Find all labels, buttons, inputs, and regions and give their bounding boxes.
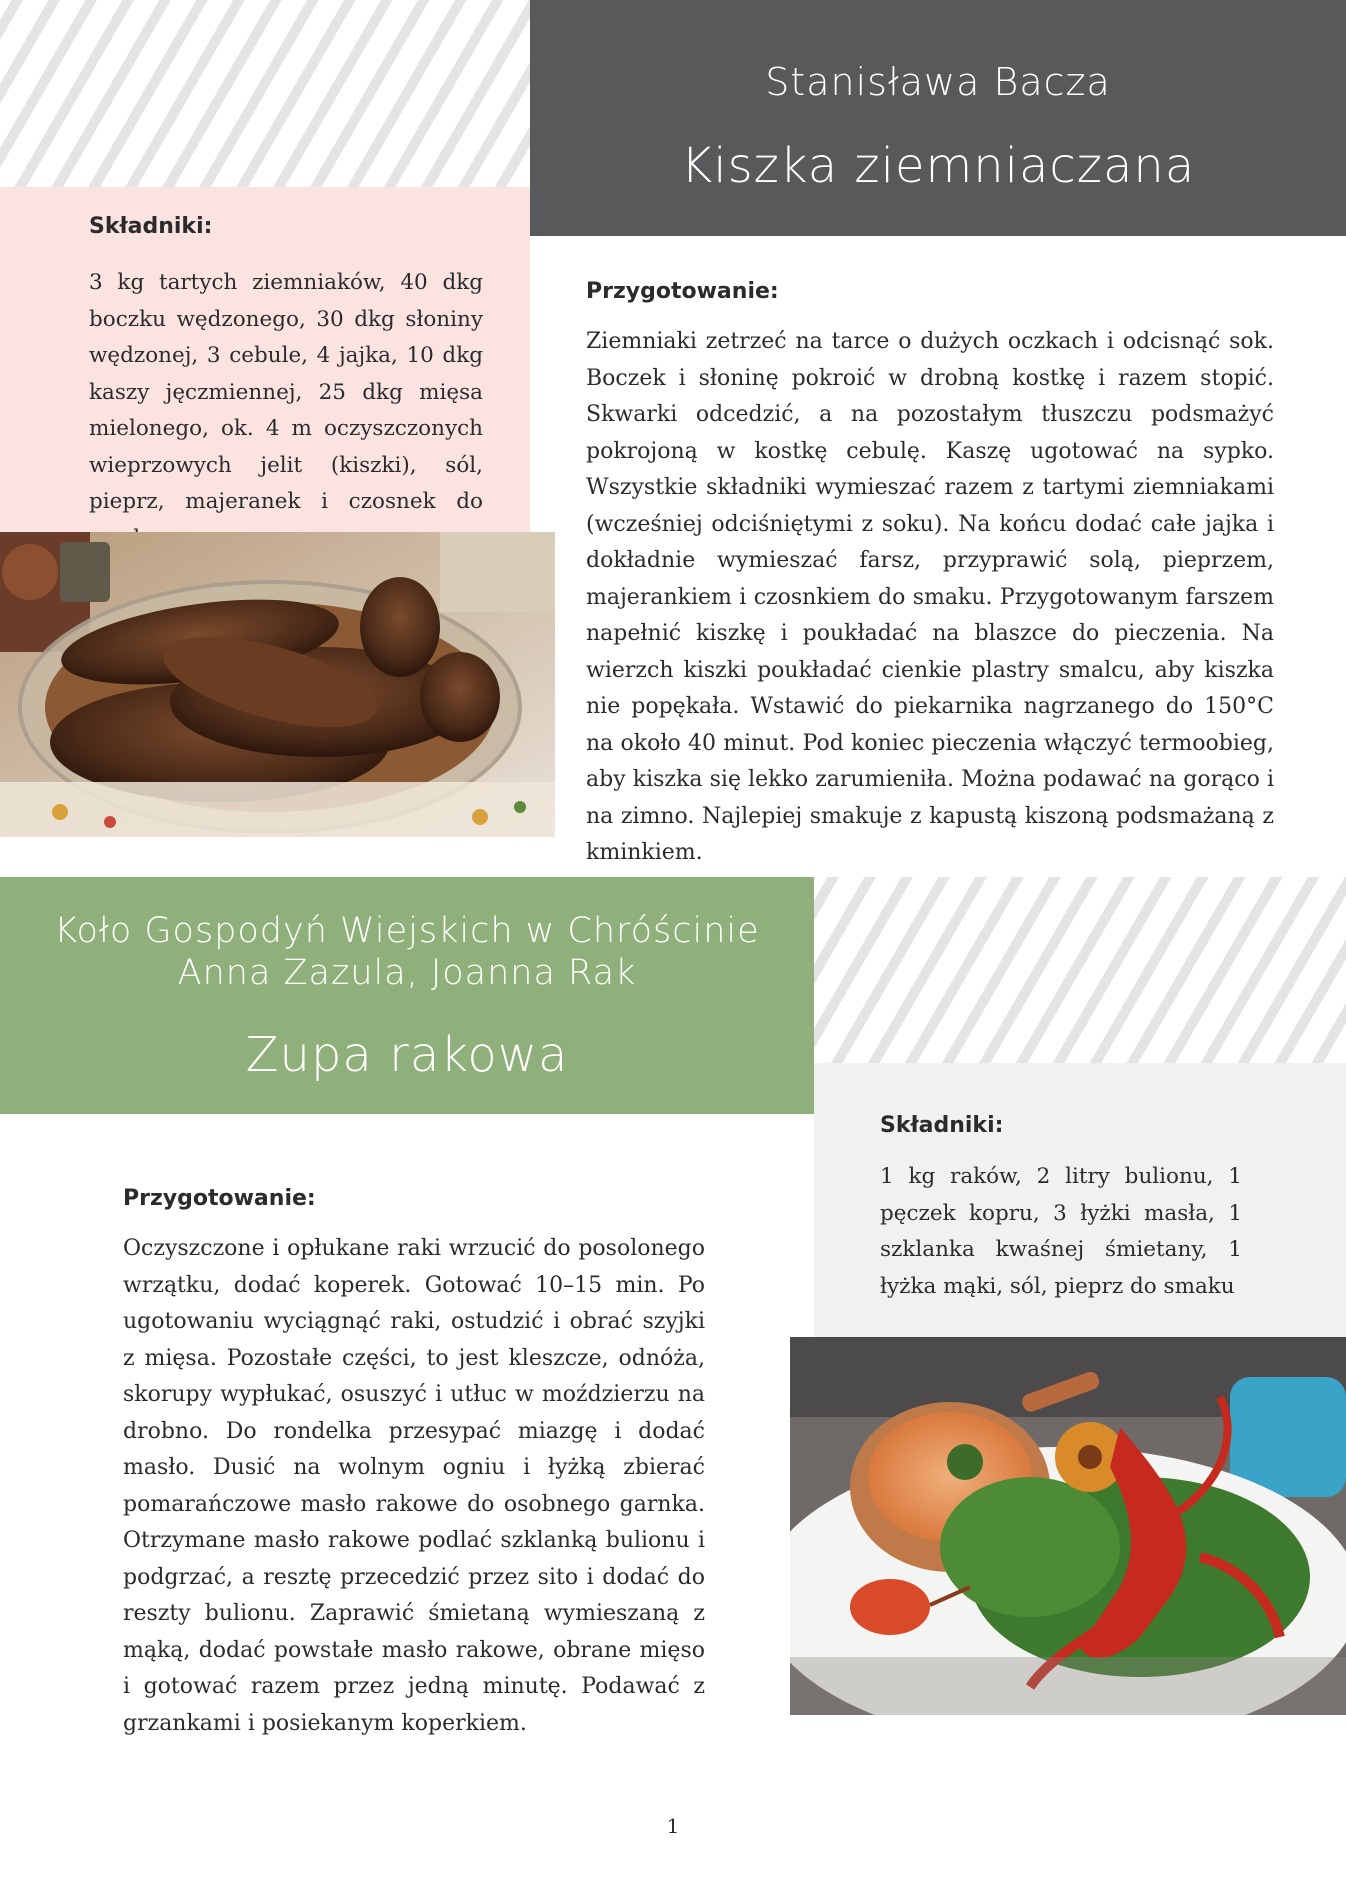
zupa-rakowa-photo (790, 1337, 1346, 1715)
recipe1-title: Kiszka ziemniaczana (680, 138, 1196, 194)
zupa-rakowa-photo-image (790, 1337, 1346, 1715)
recipe2-title: Zupa rakowa (245, 1027, 569, 1083)
kiszka-photo-image (0, 532, 555, 837)
page-number: 1 (666, 1814, 680, 1838)
recipe1-prep-label: Przygotowanie: (586, 279, 779, 304)
recipe2-header-band (0, 877, 814, 1114)
recipe2-org: Koło Gospodyń Wiejskich w Chróścinie (54, 911, 760, 951)
recipe2-ingredients-label: Składniki: (880, 1113, 1004, 1138)
recipe2-ingredients-box (814, 1063, 1346, 1337)
recipe1-header-band (530, 0, 1346, 236)
decorative-stripes-middle (814, 877, 1346, 1067)
recipe2-prep-text: Oczyszczone i opłukane raki wrzucić do posolonego wrzątku, dodać koperek. Gotować 10–15 min. Po ugotowaniu wyciągnąć raki, ostudzić i obrać szyjki z mięsa. Pozostałe części, to jest kleszcze, odnóża, skorupy wypłukać, osuszyć i utłuc w moździerzu na drobno. Do rondelka przesypać miazgę i dodać masło. Dusić na wolnym ogniu i łyżką zbierać pomarańczowe masło rakowe do osobnego garnka. Otrzymane masło rakowe podlać szklanką bulionu i podgrzać, a resztę przecedzić przez sito i dodać do reszty bulionu. Zaprawić śmietaną wymieszaną z mąką, dodać powstałe masło rakowe, obrane mięso i gotować razem przez jedną minutę. Podawać z grzankami i posiekanym koperkiem. (123, 1236, 705, 1736)
recipe2-prep-label: Przygotowanie: (123, 1186, 316, 1211)
recipe2-authors: Anna Zazula, Joanna Rak (177, 953, 637, 993)
decorative-stripes-top (0, 0, 530, 190)
recipe2-ingredients-text: 1 kg raków, 2 litry bulionu, 1 pęczek kopru, 3 łyżki masła, 1 szklanka kwaśnej śmietany, 1 łyżka mąki, sól, pieprz do smaku (880, 1164, 1242, 1299)
recipe1-ingredients-label: Składniki: (89, 214, 213, 239)
recipe1-author: Stanisława Bacza (765, 60, 1111, 104)
recipe1-ingredients-box (0, 187, 530, 532)
recipe1-ingredients-text: 3 kg tartych ziemniaków, 40 dkg boczku wędzonego, 30 dkg słoniny wędzonej, 3 cebule, 4 jajka, 10 dkg kaszy jęczmiennej, 25 dkg mięsa mielonego, ok. 4 m oczyszczonych wieprzowych jelit (kiszki), sól, pieprz, majeranek i czosnek do (89, 270, 483, 514)
recipe1-prep-text: Ziemniaki zetrzeć na tarce o dużych oczkach i odcisnąć sok. Boczek i słoninę pokroić w drobną kostkę i razem stopić. Skwarki odcedzić, a na pozostałym tłuszczu podsmażyć pokrojoną w kostkę cebulę. Kaszę ugotować na sypko. Wszystkie składniki wymieszać razem z tartymi ziemniakami (wcześniej odciśniętymi z soku). Na końcu dodać całe jajka i dokładnie wymieszać farsz, przyprawić solą, pieprzem, majerankiem i czosnkiem do smaku. Przygotowanym farszem napełnić kiszkę i poukładać na blaszce do pieczenia. Na wierzch kiszki poukładać cienkie plastry smalcu, aby kiszka nie popękała. Wstawić do piekarnika nagrzanego do 150°C na około 40 minut. Pod koniec pieczenia włączyć termoobieg, aby kiszka się lekko zarumieniła. Można podawać na gorąco i na zimno. Najlepiej smakuje z kapustą kiszoną podsmażaną z kminkiem. (586, 329, 1274, 865)
kiszka-photo (0, 532, 555, 837)
